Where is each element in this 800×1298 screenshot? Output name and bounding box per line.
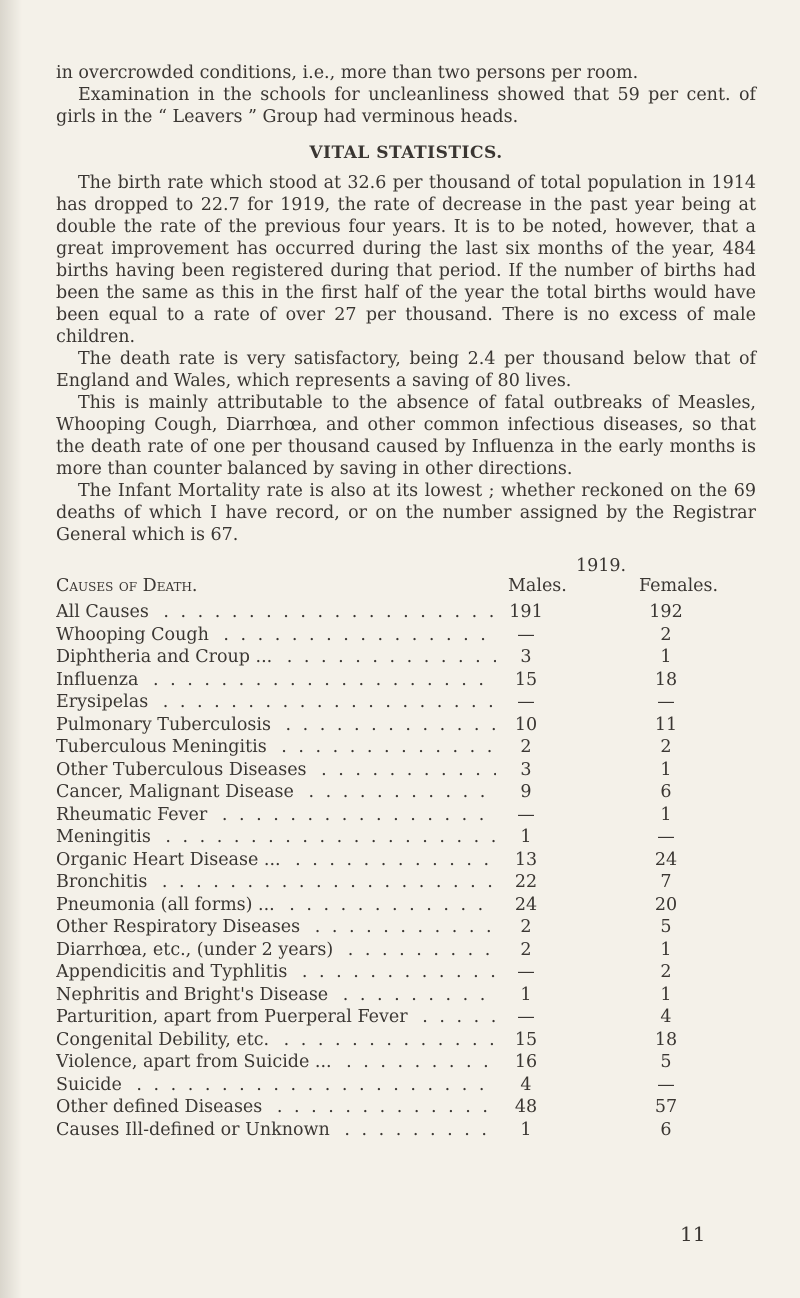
cause-name: Appendicitis and Typhlitis . . . [56, 961, 496, 983]
table-header-row [56, 576, 766, 598]
cause-name: Whooping Cough . . . [56, 624, 496, 646]
females-count: 6 [660, 1119, 672, 1140]
males-count: 9 [520, 782, 532, 802]
females-count: — [657, 692, 675, 712]
table-row [56, 1006, 766, 1029]
table-row [56, 759, 766, 782]
males-count: 1 [520, 1119, 532, 1140]
cause-name: Congenital Debility, etc. . . . [56, 1029, 496, 1051]
column-header-males: Males. [508, 576, 567, 596]
females-count: 192 [649, 602, 683, 622]
males-count: 1 [520, 827, 532, 847]
females-count: 2 [660, 737, 672, 757]
table-row [56, 1119, 766, 1142]
cause-name: Causes Ill-defined or Unknown . . . [56, 1119, 496, 1141]
table-row [56, 736, 766, 759]
males-count: 15 [514, 669, 538, 690]
page-margin-shadow [0, 0, 22, 1298]
paragraph-death-rate: The death rate is very satisfactory, being 2.4 per thousand below that of England and Wales, which represents a saving of 80 lives. [56, 349, 756, 391]
table-row [56, 781, 766, 804]
cause-name: Suicide . . . [56, 1074, 496, 1096]
cause-name: Other Respiratory Diseases . . . [56, 916, 496, 938]
females-count: 2 [660, 962, 672, 982]
cause-name: Diphtheria and Croup ... . . . [56, 646, 496, 668]
males-count: 4 [520, 1074, 532, 1095]
females-count: 1 [660, 939, 672, 960]
females-count: 20 [654, 894, 678, 915]
males-count: 2 [520, 939, 532, 960]
females-count: 57 [654, 1097, 678, 1117]
females-count: 2 [660, 624, 672, 645]
cause-name: Influenza . . . [56, 669, 496, 691]
paragraph-birth-rate: The birth rate which stood at 32.6 per thousand of total population in 1914 has dropped to 22.7 for 1919, the rate of decrease in the past year being at double the rate of the previous four years. It is to be noted, however, that a great improvement has occurred during the last six months of the year, 484 births having been registered during that period. If the number of births had been the same as this in the first half of the year the total births would have been equal to a rate of over 27 per thousand. There is no excess of male children. [56, 173, 756, 347]
females-count: 1 [660, 984, 672, 1005]
males-count: 1 [520, 984, 532, 1005]
table-row [56, 691, 766, 714]
table-row [56, 961, 766, 984]
males-count: 10 [514, 714, 538, 735]
females-count: 1 [660, 759, 672, 780]
table-row [56, 601, 766, 624]
males-count: — [517, 624, 535, 645]
males-count: — [517, 1007, 535, 1027]
table-row [56, 939, 766, 962]
cause-name: Meningitis . . . [56, 826, 496, 848]
males-count: 15 [514, 1029, 538, 1050]
cause-name: Bronchitis . . . [56, 871, 496, 893]
body-text [56, 62, 756, 546]
females-count: 5 [660, 917, 672, 937]
cause-name: Pneumonia (all forms) ... . . . [56, 894, 496, 916]
males-count: 24 [514, 894, 538, 915]
section-heading: VITAL STATISTICS. [309, 143, 503, 163]
table-body [56, 601, 766, 1141]
females-count: 18 [654, 669, 678, 690]
cause-name: Organic Heart Disease ... . . . [56, 849, 496, 871]
females-count: 7 [660, 872, 672, 892]
cause-name: Nephritis and Bright's Disease . . . [56, 984, 496, 1006]
column-header-cause: Causes of Death. [56, 576, 198, 596]
table-row [56, 894, 766, 917]
table-row [56, 916, 766, 939]
males-count: 3 [520, 647, 532, 667]
column-header-females: Females. [639, 576, 719, 596]
females-count: — [657, 1074, 675, 1095]
males-count: 2 [520, 737, 532, 757]
males-count: 13 [514, 849, 538, 870]
cause-name: Erysipelas . . . [56, 691, 496, 713]
males-count: — [517, 804, 535, 825]
females-count: 5 [660, 1052, 672, 1072]
females-count: 11 [654, 714, 678, 735]
males-count: 2 [520, 917, 532, 937]
table-row [56, 1096, 766, 1119]
table-row [56, 984, 766, 1007]
table-row [56, 646, 766, 669]
cause-name: Parturition, apart from Puerperal Fever . . . [56, 1006, 496, 1028]
paragraph-overcrowding: in overcrowded conditions, i.e., more than two persons per room. [56, 63, 639, 83]
females-count: 1 [660, 647, 672, 667]
males-count: 48 [514, 1097, 538, 1117]
males-count: — [517, 962, 535, 982]
females-count: 6 [660, 782, 672, 802]
cause-name: Cancer, Malignant Disease . . . [56, 781, 496, 803]
females-count: 24 [654, 849, 678, 870]
table-row [56, 1051, 766, 1074]
cause-name: Other Tuberculous Diseases . . . [56, 759, 496, 781]
paragraph-infant-mortality: The Infant Mortality rate is also at its lowest ; whether reckoned on the 69 deaths of which I have record, or on the number assigned by the Registrar General which is 67. [56, 481, 756, 545]
table-row [56, 871, 766, 894]
page-number: 11 [680, 1222, 706, 1246]
females-count: 18 [654, 1029, 678, 1050]
paragraph-uncleanliness: Examination in the schools for uncleanliness showed that 59 per cent. of girls in the “ Leavers ” Group had verminous heads. [56, 85, 756, 127]
males-count: 191 [509, 602, 543, 622]
table-row [56, 1074, 766, 1097]
females-count: 4 [660, 1007, 672, 1027]
paragraph-attribution: This is mainly attributable to the absence of fatal outbreaks of Measles, Whooping Cough, Diarrhœa, and other common infectious diseases, so that the death rate of one per thousand caused by Influenza in the early months is more than counter balanced by saving in other directions. [56, 393, 756, 479]
table-year: 1919. [576, 556, 627, 576]
table-row [56, 1029, 766, 1052]
females-count: 1 [660, 804, 672, 825]
males-count: 16 [514, 1052, 538, 1072]
table-row [56, 714, 766, 737]
males-count: 22 [514, 872, 538, 892]
cause-name: Diarrhœa, etc., (under 2 years) . . . [56, 939, 496, 961]
table-row [56, 624, 766, 647]
table-row [56, 849, 766, 872]
cause-name: Violence, apart from Suicide ... . . . [56, 1051, 496, 1073]
males-count: 3 [520, 759, 532, 780]
males-count: — [517, 692, 535, 712]
cause-name: All Causes . . . [56, 601, 496, 623]
table-row [56, 804, 766, 827]
cause-name: Pulmonary Tuberculosis . . . [56, 714, 496, 736]
table-row [56, 669, 766, 692]
table-row [56, 826, 766, 849]
cause-name: Rheumatic Fever . . . [56, 804, 496, 826]
cause-name: Tuberculous Meningitis . . . [56, 736, 496, 758]
females-count: — [657, 827, 675, 847]
cause-name: Other defined Diseases . . . [56, 1096, 496, 1118]
